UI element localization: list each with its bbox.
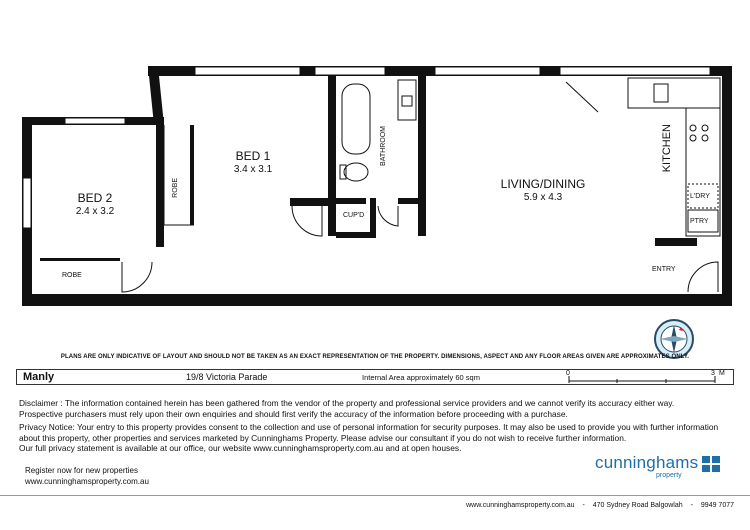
cunninghams-logo-icon — [702, 456, 720, 472]
walls — [22, 66, 732, 306]
room-bathroom: BATHROOM — [380, 126, 387, 166]
info-bar — [16, 369, 734, 385]
scale-unit: M — [719, 370, 725, 377]
room-entry: ENTRY — [652, 266, 676, 273]
room-name: BED 1 — [235, 149, 271, 163]
footer-website[interactable]: www.cunninghamsproperty.com.au — [466, 502, 575, 509]
scale-start: 0 — [566, 370, 570, 377]
room-name: BED 2 — [77, 191, 113, 205]
disclaimer — [19, 398, 739, 419]
footer-separator: - — [582, 502, 585, 509]
room-living-dining — [488, 178, 598, 203]
disclaimer-line: Disclaimer : The information contained herein has been gathered from the vendor of the property and professional service providers and we cannot verify its accuracy either way. — [19, 398, 675, 408]
website-link-left[interactable]: www.cunninghamsproperty.com.au — [25, 477, 149, 486]
room-robe-bed1: ROBE — [172, 178, 179, 198]
room-robe-bed2: ROBE — [62, 272, 82, 279]
room-dimensions: 2.4 x 3.2 — [75, 205, 115, 217]
disclaimer-line: Prospective purchasers must rely upon their own enquiries and should first verify the accuracy of the information before proceeding with a purchase. — [19, 408, 568, 419]
brand-name: cunninghams — [595, 453, 699, 472]
internal-area: Internal Area approximately 60 sqm — [362, 373, 480, 382]
room-kitchen: KITCHEN — [661, 124, 673, 173]
room-cupboard: CUP'D — [343, 212, 365, 219]
address: 19/8 Victoria Parade — [186, 372, 268, 382]
privacy-line: about this property, other properties and services marketed by Cunninghams Property. Please advise our consultant if you do not wish to receive further information. — [19, 432, 627, 443]
room-dimensions: 3.4 x 3.1 — [233, 163, 273, 175]
room-laundry: L'DRY — [690, 193, 710, 200]
scale-bar — [565, 370, 725, 384]
privacy-line: Our full privacy statement is available at our office, our website www.cunninghamsproperty.com.au and at open houses. — [19, 443, 462, 453]
footer-phone[interactable]: 9949 7077 — [700, 502, 734, 509]
brand-subtitle: property — [656, 472, 682, 479]
room-bed1 — [218, 150, 288, 175]
suburb: Manly — [23, 371, 55, 383]
plan-disclaimer: PLANS ARE ONLY INDICATIVE OF LAYOUT AND SHOULD NOT BE TAKEN AS AN EXACT REPRESENTATION OF THE PROPERTY. DIMENSIONS, ASPECT AND ANY FLOOR AREAS GIVEN ARE APPROXIMATES ONLY. — [60, 354, 690, 360]
privacy-line: Privacy Notice: Your entry to this property provides consent to the collection and use of personal information for security purposes. It may also be used to provide you with further information — [19, 422, 719, 432]
room-dimensions: 5.9 x 4.3 — [523, 191, 563, 203]
room-pantry: PTRY — [690, 218, 709, 225]
footer-contact — [460, 502, 734, 509]
register-text: Register now for new properties — [25, 466, 138, 475]
footer-street: 470 Sydney Road Balgowlah — [592, 502, 683, 509]
privacy-notice — [19, 422, 739, 454]
scale-end: 3 — [711, 370, 715, 377]
footer-separator: - — [690, 502, 693, 509]
room-name: LIVING/DINING — [500, 177, 586, 191]
footer-bar — [0, 495, 750, 518]
room-bed2 — [60, 192, 130, 217]
